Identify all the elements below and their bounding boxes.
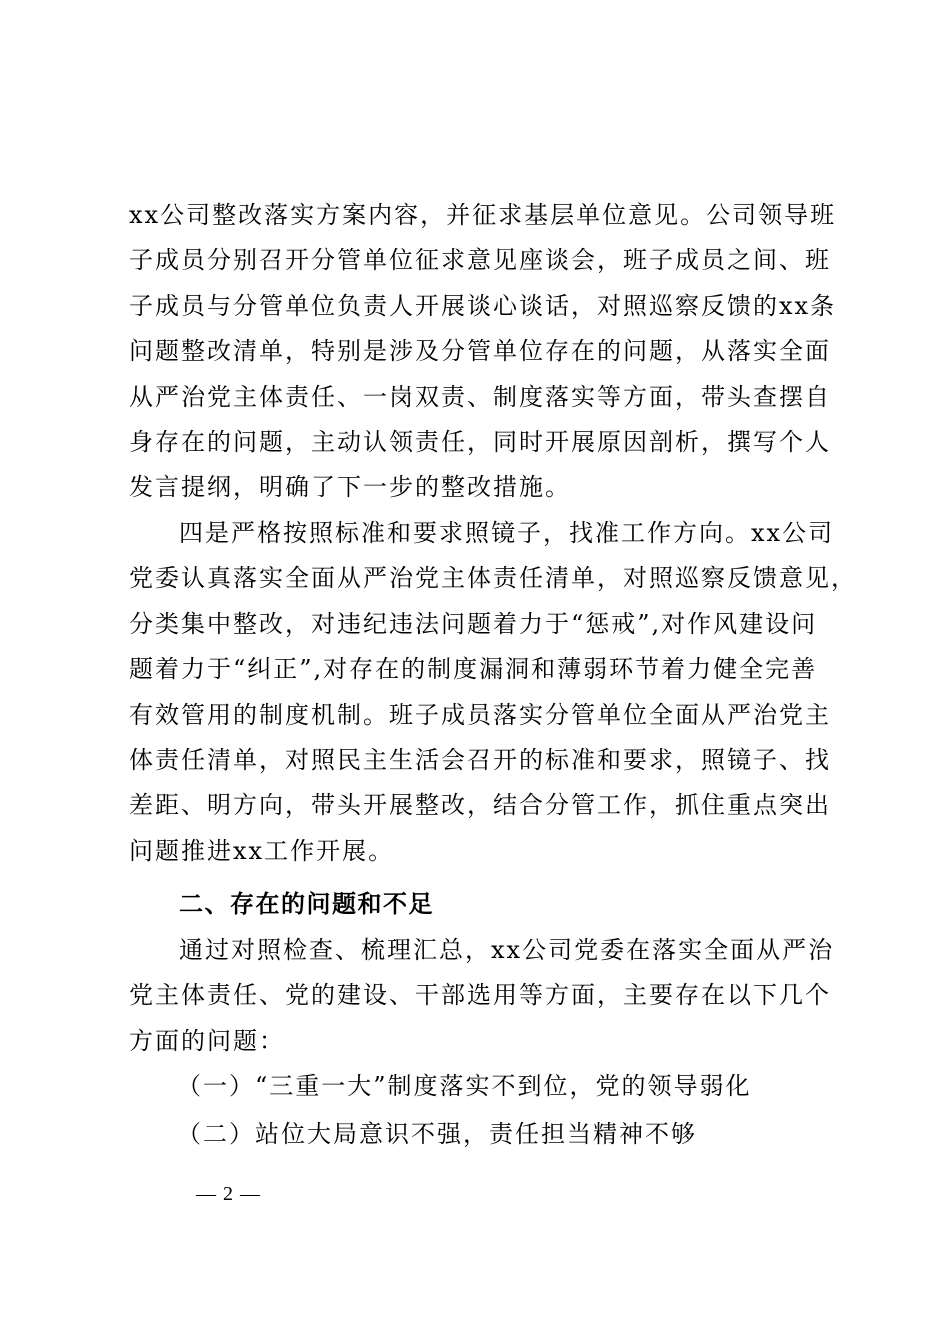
paragraph-line: 子成员与分管单位负责人开展谈心谈话，对照巡察反馈的xx条	[129, 291, 837, 320]
paragraph-line: 体责任清单，对照民主生活会召开的标准和要求，照镜子、找	[129, 745, 831, 774]
paragraph-line: 方面的问题：	[129, 1026, 285, 1055]
sub-heading-list	[129, 1062, 831, 1158]
paragraph-line: 问题整改清单，特别是涉及分管单位存在的问题，从落实全面	[129, 337, 831, 366]
paragraph-line: 问题推进xx工作开展。	[129, 836, 395, 865]
sub-heading-one: （一）“三重一大”制度落实不到位，党的领导弱化	[177, 1072, 752, 1100]
paragraph-line: 党主体责任、党的建设、干部选用等方面，主要存在以下几个	[129, 981, 831, 1010]
paragraph-line: 从严治党主体责任、一岗双责、制度落实等方面，带头查摆自	[129, 382, 831, 411]
paragraph-line: 题着力于“纠正”,对存在的制度漏洞和薄弱环节着力健全完善	[129, 655, 818, 684]
section-heading	[129, 882, 831, 927]
paragraph-line: 党委认真落实全面从严治党主体责任清单，对照巡察反馈意见，	[129, 564, 857, 593]
paragraph-line: xx公司整改落实方案内容，并征求基层单位意见。公司领导班	[129, 201, 837, 229]
sub-heading-two: （二）站位大局意识不强，责任担当精神不够	[177, 1120, 697, 1148]
paragraph-line: 通过对照检查、梳理汇总，xx公司党委在落实全面从严治	[179, 936, 835, 964]
paragraph-line: 发言提纲，明确了下一步的整改措施。	[129, 473, 571, 502]
paragraph-problems-intro	[129, 928, 835, 1064]
paragraph-line: 有效管用的制度机制。班子成员落实分管单位全面从严治党主	[129, 700, 831, 729]
paragraph-continuation	[129, 193, 837, 511]
paragraph-fourth-point	[129, 511, 857, 874]
paragraph-line: 子成员分别召开分管单位征求意见座谈会，班子成员之间、班	[129, 246, 831, 275]
paragraph-line: 差距、明方向，带头开展整改，结合分管工作，抓住重点突出	[129, 791, 831, 820]
paragraph-line: 身存在的问题，主动认领责任，同时开展原因剖析，撰写个人	[129, 427, 831, 456]
section-heading-text: 二、存在的问题和不足	[179, 890, 434, 918]
paragraph-line: 四是严格按照标准和要求照镜子，找准工作方向。xx公司	[179, 519, 835, 547]
page-number: — 2 —	[196, 1183, 261, 1205]
paragraph-line: 分类集中整改，对违纪违法问题着力于“惩戒”,对作风建设问	[129, 609, 818, 638]
